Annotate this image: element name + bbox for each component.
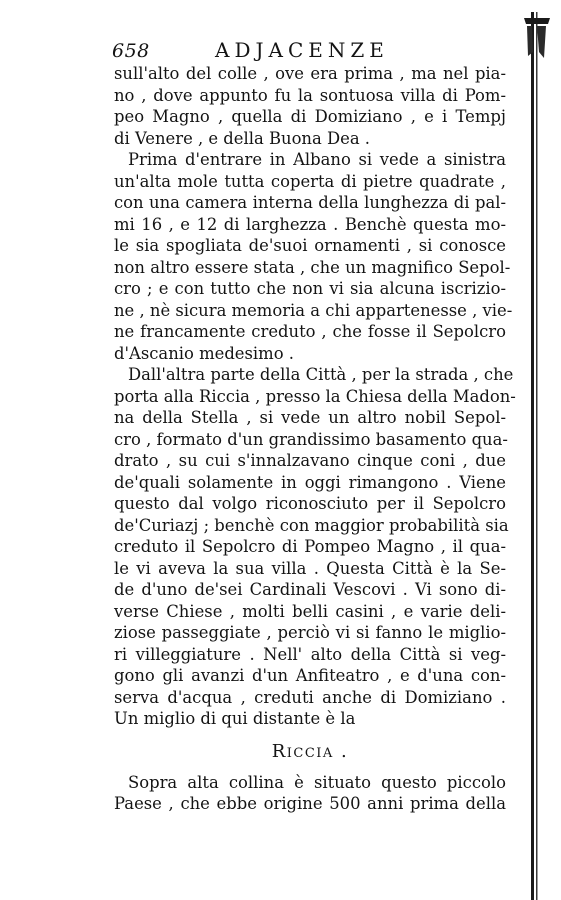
text-line: ziose passeggiate , perciò vi si fanno le miglio- bbox=[114, 623, 506, 642]
paragraph-continuation bbox=[114, 63, 506, 149]
text-line: sull'alto del colle , ove era prima , ma nel pia- bbox=[114, 64, 506, 83]
section-heading: Riccia . bbox=[271, 740, 349, 762]
text-line: Dall'altra parte della Città , per la strada , che bbox=[128, 365, 514, 384]
text-line: Paese , che ebbe origine 500 anni prima della bbox=[114, 794, 506, 813]
text-line: gono gli avanzi d'un Anfiteatro , e d'una con- bbox=[114, 666, 506, 685]
text-line: serva d'acqua , creduti anche di Domiziano . bbox=[114, 687, 506, 707]
text-line: cro ; e con tutto che non vi sia alcuna iscrizio- bbox=[114, 279, 506, 298]
text-line: con una camera interna della lunghezza di pal- bbox=[114, 193, 506, 212]
text-line: di Venere , e della Buona Dea . bbox=[114, 128, 371, 148]
paragraph-albano-tomb bbox=[114, 149, 513, 364]
text-line: d'Ascanio medesimo . bbox=[114, 343, 294, 363]
text-line: de'quali solamente in oggi rimangono . Viene bbox=[114, 472, 506, 492]
text-line: mi 16 , e 12 di larghezza . Benchè questa mo- bbox=[114, 214, 506, 234]
page-number: 658 bbox=[112, 40, 150, 62]
text-line: le vi aveva la sua villa . Questa Città è la Se- bbox=[114, 558, 506, 578]
text-line: Un miglio di qui distante è la bbox=[114, 709, 356, 728]
text-line: ne francamente creduto , che fosse il Sepolcro bbox=[114, 322, 506, 341]
text-line: creduto il Sepolcro di Pompeo Magno , il qua- bbox=[114, 537, 506, 556]
text-line: drato , su cui s'innalzavano cinque coni , due bbox=[114, 451, 506, 470]
text-line: Sopra alta collina è situato questo piccolo bbox=[128, 772, 506, 792]
text-line: le sia spogliata de'suoi ornamenti , si conosce bbox=[114, 236, 506, 255]
text-line: na della Stella , si vede un altro nobil Sepol- bbox=[114, 408, 506, 427]
text-line: no , dove appunto fu la sontuosa villa di Pom- bbox=[114, 85, 506, 105]
text-line: Prima d'entrare in Albano si vede a sinistra bbox=[128, 150, 506, 169]
text-line: cro , formato d'un grandissimo basamento qua- bbox=[114, 429, 508, 449]
text-line: questo dal volgo riconosciuto per il Sepolcro bbox=[114, 494, 506, 513]
text-line: de d'uno de'sei Cardinali Vescovi . Vi sono di- bbox=[114, 580, 506, 599]
text-line: ne , nè sicura memoria a chi appartenesse , vie- bbox=[114, 300, 513, 320]
text-line: ri villeggiature . Nell' alto della Città si veg- bbox=[114, 644, 506, 664]
text-line: peo Magno , quella di Domiziano , e i Tempj bbox=[114, 107, 506, 126]
body-text bbox=[114, 63, 516, 815]
text-line: de'Curiazj ; benchè con maggior probabilità sia bbox=[114, 515, 509, 535]
running-head: ADJACENZE bbox=[215, 38, 389, 62]
text-line: un'alta mole tutta coperta di pietre quadrate , bbox=[114, 171, 506, 191]
paragraph-other-side-city bbox=[114, 364, 516, 730]
text-line: porta alla Riccia , presso la Chiesa della Madon- bbox=[114, 386, 516, 406]
text-line: non altro essere stata , che un magnifico Sepol- bbox=[114, 257, 511, 277]
paragraph-riccia bbox=[114, 772, 506, 815]
page-binding-edge bbox=[522, 12, 552, 900]
text-line: verse Chiese , molti belli casini , e varie deli- bbox=[114, 601, 506, 621]
